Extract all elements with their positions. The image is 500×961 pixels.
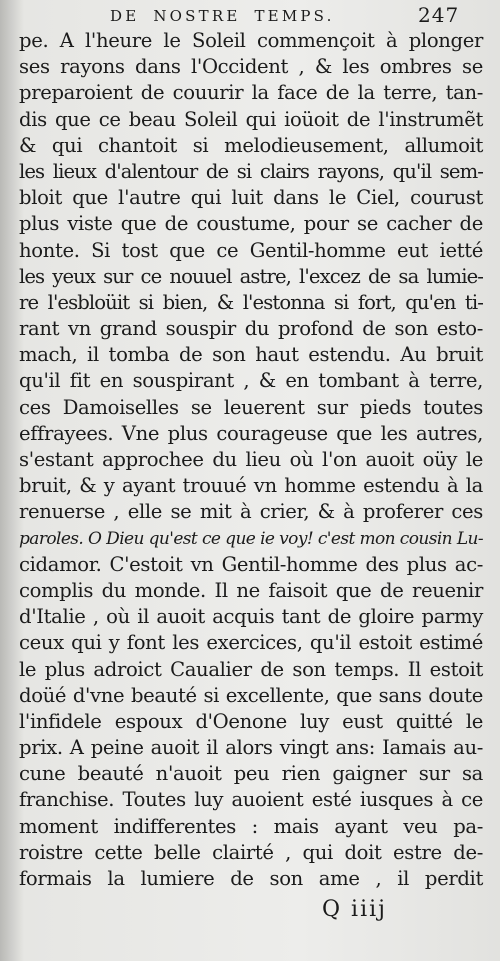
text-line: honte. Si tost que ce Gentil-homme eut ietté bbox=[19, 238, 483, 262]
text-line: ces Damoiselles se leuerent sur pieds toutes bbox=[19, 395, 483, 419]
text-line: prix. A peine auoit il alors vingt ans: Iamais au- bbox=[19, 736, 483, 760]
page-number: 247 bbox=[418, 3, 460, 27]
text-line: roistre cette belle clairté , qui doit estre de- bbox=[19, 840, 483, 864]
text-line: doüé d'vne beauté si excellente, que sans doute bbox=[19, 683, 483, 707]
text-line: cidamor. C'estoit vn Gentil-homme des plus ac- bbox=[19, 552, 483, 576]
text-line: formais la lumiere de son ame , il perdit bbox=[19, 867, 483, 890]
text-line: renuerse , elle se mit à crier, & à proferer ces bbox=[19, 500, 483, 524]
text-line: mach, il tomba de son haut estendu. Au bruit bbox=[19, 343, 483, 367]
body-text bbox=[19, 28, 483, 892]
text-line: moment indifferentes : mais ayant veu pa- bbox=[19, 814, 483, 838]
text-line: dis que ce beau Soleil qui ioüoit de l'instrumẽt bbox=[19, 107, 483, 131]
text-line: d'Italie , où il auoit acquis tant de gloire parmy bbox=[19, 605, 483, 629]
signature-mark: Q iiij bbox=[322, 897, 387, 922]
text-line: cune beauté n'auoit peu rien gaigner sur sa bbox=[19, 762, 483, 786]
running-title: DE NOSTRE TEMPS. bbox=[110, 7, 335, 25]
text-line: complis du monde. Il ne faisoit que de reuenir bbox=[19, 578, 483, 602]
text-line: s'estant approchee du lieu où l'on auoit oüy le bbox=[19, 448, 483, 471]
text-line: pe. A l'heure le Soleil commençoit à plonger bbox=[19, 29, 483, 52]
text-line: ceux qui y font les exercices, qu'il estoit estimé bbox=[19, 631, 483, 655]
text-line-italic: paroles. O Dieu qu'est ce que ie voy! c'est mon cousin Lu- bbox=[19, 528, 483, 549]
text-line: preparoient de couurir la face de la terre, tan- bbox=[19, 81, 483, 105]
text-line: re l'esbloüit si bien, & l'estonna si fort, qu'en ti- bbox=[19, 290, 483, 314]
text-line: l'infidele espoux d'Oenone luy eust quitté le bbox=[19, 709, 483, 733]
text-line: rant vn grand souspir du profond de son esto- bbox=[19, 317, 483, 341]
page-footer bbox=[0, 893, 500, 933]
text-line: le plus adroict Caualier de son temps. Il estoit bbox=[19, 657, 483, 681]
text-line: bruit, & y ayant trouué vn homme estendu à la bbox=[19, 474, 483, 498]
page-header bbox=[0, 3, 500, 29]
text-line: franchise. Toutes luy auoient esté iusques à ce bbox=[19, 788, 483, 812]
text-line: & qui chantoit si melodieusement, allumoit bbox=[19, 133, 483, 157]
text-line: les yeux sur ce nouuel astre, l'excez de sa lumie- bbox=[19, 264, 483, 288]
text-line: qu'il fit en souspirant , & en tombant à terre, bbox=[19, 369, 483, 393]
text-line: bloit que l'autre qui luit dans le Ciel, courust bbox=[19, 186, 483, 210]
text-line: les lieux d'alentour de si clairs rayons, qu'il sem- bbox=[19, 159, 483, 183]
text-line: plus viste que de coustume, pour se cacher de bbox=[19, 212, 483, 236]
text-line: effrayees. Vne plus courageuse que les autres, bbox=[19, 421, 483, 445]
text-line: ses rayons dans l'Occident , & les ombres se bbox=[19, 55, 483, 79]
